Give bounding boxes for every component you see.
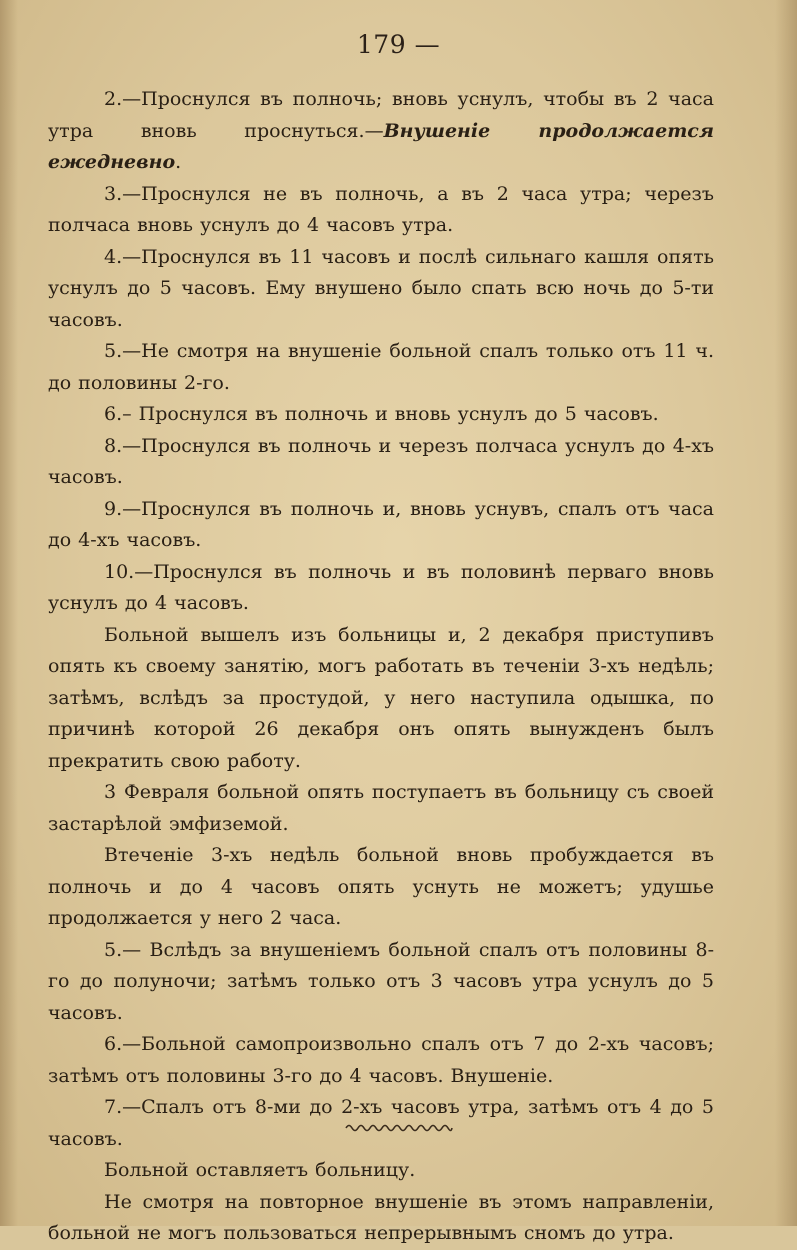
wavy-rule-ornament-icon	[0, 1120, 797, 1139]
paragraph-entry-7b: 7.—Спалъ отъ 8-ми до 2-хъ часовъ утра, затѣмъ отъ 4 до 5 часовъ.	[48, 1096, 714, 1150]
italic-emphasis: Внушеніе продолжается ежедневно	[48, 119, 715, 173]
paragraph-readmission: 3 Февраля больной опять поступаетъ въ больницу съ своей застарѣлой эмфиземой.	[48, 781, 714, 835]
page-number: 179 —	[356, 30, 441, 59]
paragraph-text: 2.—Проснулся въ полночь; вновь уснулъ, чтобы въ 2 часа утра вновь проснуться.—	[48, 88, 714, 142]
paragraph-entry-5b: 5.— Вслѣдъ за внушеніемъ больной спалъ отъ половины 8-го до полуночи; затѣмъ только отъ 3 часовъ утра уснулъ до 5 часовъ.	[48, 938, 714, 1024]
body-text	[48, 84, 714, 1250]
paragraph-entry-5: 5.—Не смотря на внушеніе больной спалъ только отъ 11 ч. до половины 2-го.	[48, 340, 714, 394]
paragraph-entry-9: 9.—Проснулся въ полночь и, вновь уснувъ, спалъ отъ часа до 4-хъ часовъ.	[48, 497, 714, 551]
paragraph-entry-6b: 6.—Больной самопроизвольно спалъ отъ 7 до 2-хъ часовъ; затѣмъ отъ половины 3-го до 4 часовъ. Внушеніе.	[48, 1033, 714, 1087]
paragraph-entry-2	[48, 84, 714, 179]
paragraph-entry-4: 4.—Проснулся въ 11 часовъ и послѣ сильнаго кашля опять уснулъ до 5 часовъ. Ему внушено было спать всю ночь до 5-ти часовъ.	[48, 245, 714, 331]
paragraph-conclusion: Не смотря на повторное внушеніе въ этомъ направленіи, больной не могъ пользоваться непрерывнымъ сномъ до утра.	[48, 1190, 714, 1244]
paragraph-discharge: Больной вышелъ изъ больницы и, 2 декабря приступивъ опять къ своему занятію, могъ работать въ теченіи 3-хъ недѣль; затѣмъ, вслѣдъ за простудой, у него наступила одышка, по причинѣ которой 26 декабря онъ опять вынужденъ былъ прекратить свою работу.	[48, 623, 714, 772]
paragraph-entry-8: 8.—Проснулся въ полночь и черезъ полчаса уснулъ до 4-хъ часовъ.	[48, 434, 714, 488]
wavy-rule-icon	[344, 1121, 454, 1135]
paragraph-entry-3: 3.—Проснулся не въ полночь, а въ 2 часа утра; черезъ полчаса вновь уснулъ до 4 часовъ утра.	[48, 182, 714, 236]
paragraph-leaves: Больной оставляетъ больницу.	[104, 1159, 416, 1181]
paragraph-entry-6: 6.– Проснулся въ полночь и вновь уснулъ до 5 часовъ.	[104, 403, 659, 425]
paragraph-entry-10: 10.—Проснулся въ полночь и въ половинѣ перваго вновь уснулъ до 4 часовъ.	[48, 560, 714, 614]
paragraph-punctuation: .	[175, 151, 182, 173]
paragraph-three-weeks: Втеченіе 3-хъ недѣль больной вновь пробуждается въ полночь и до 4 часовъ опять уснуть не можетъ; удушье продолжается у него 2 часа.	[48, 844, 714, 929]
